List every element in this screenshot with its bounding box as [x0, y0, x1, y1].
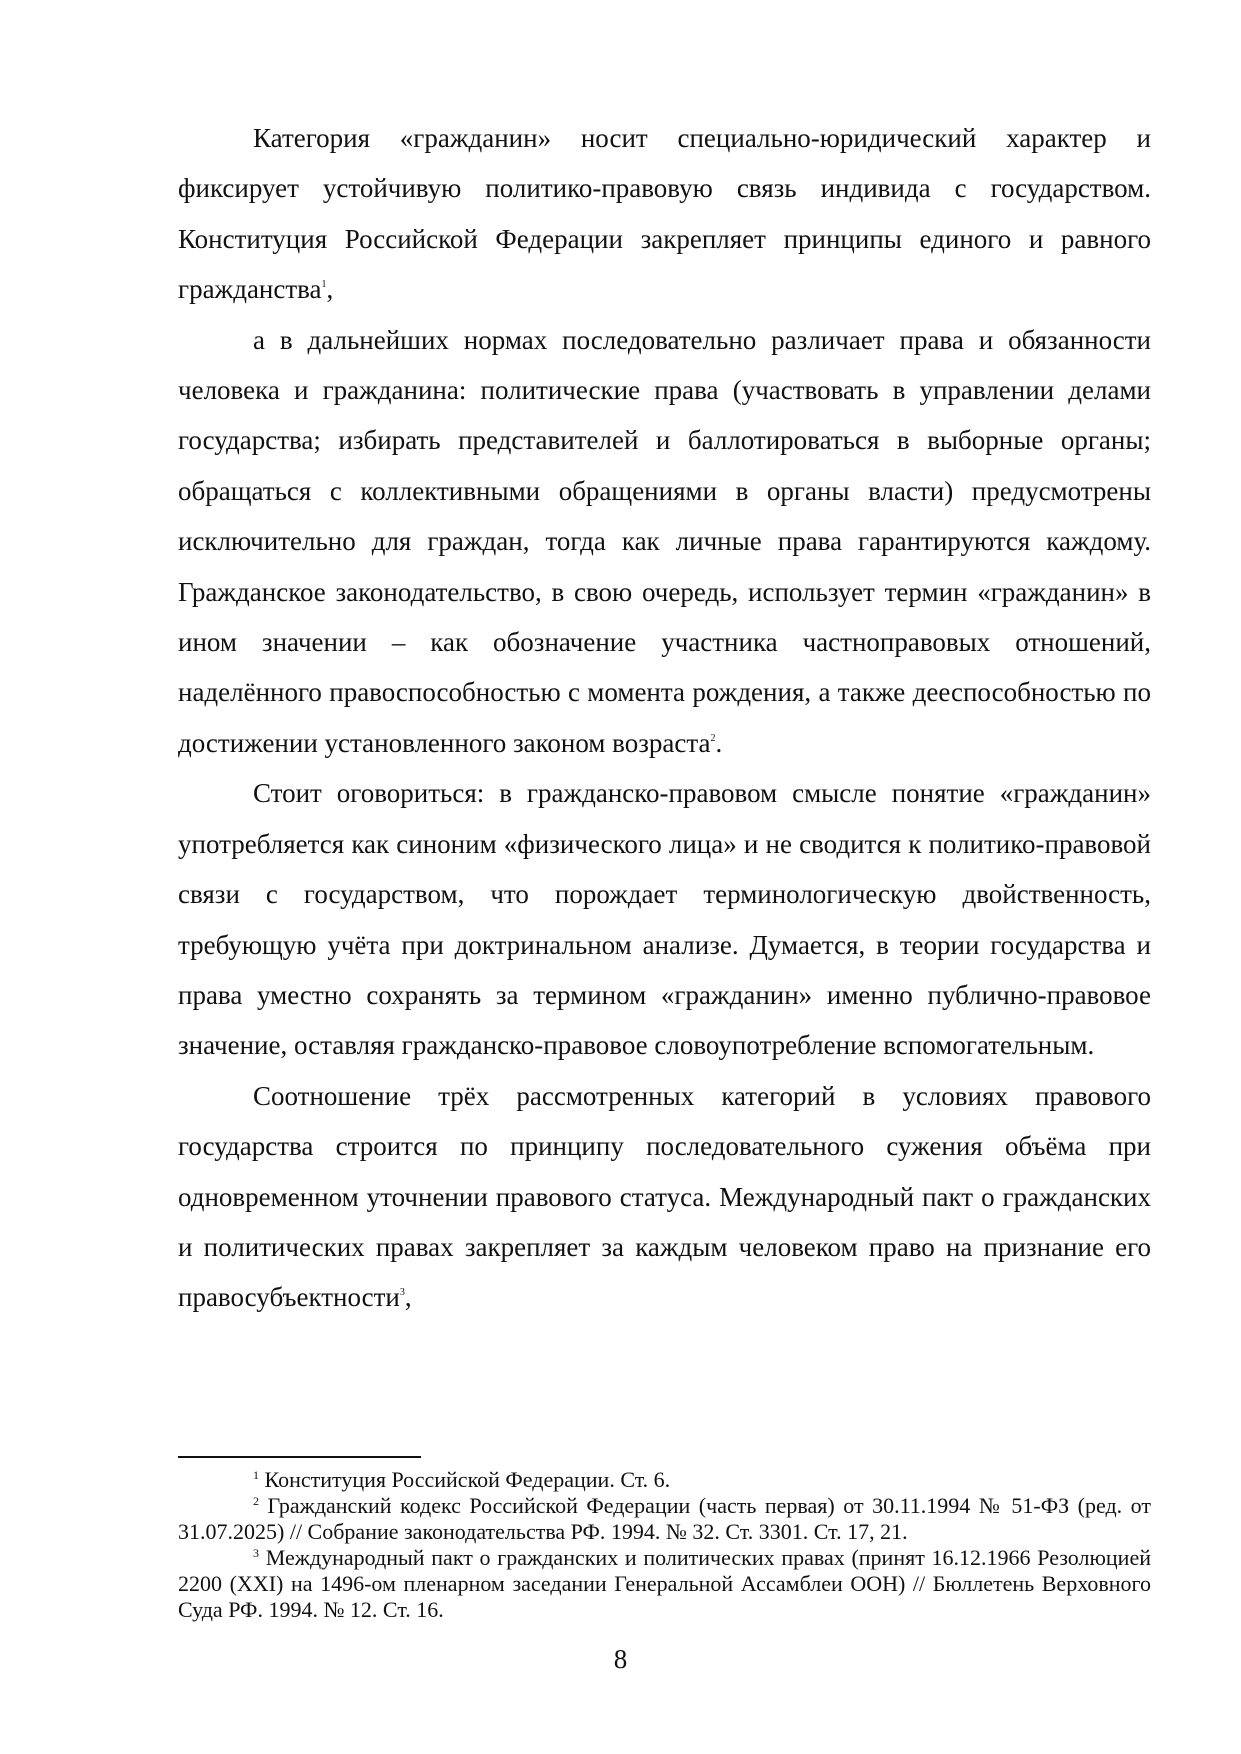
paragraph-4-tail: ,	[404, 1282, 412, 1313]
footnotes	[178, 1467, 1151, 1623]
paragraph-2-tail: .	[715, 727, 723, 758]
footnote-number-3: 3	[253, 1546, 259, 1560]
footnote-2	[178, 1493, 1151, 1545]
paragraph-3-text: Стоит оговориться: в гражданско-правовом смысле понятие «гражданин» употребляется как синоним «физического лица» и не сводится к политико-правовой связи с государством, что порождает терминологическую двойственность, требующую учёта при доктринальном анализе. Думается, в теории государства и права уместно сохранять за термином «гражданин» именно публично-правовое значение, оставляя гражданско-правовое словоупотребление вспомогательным.	[178, 778, 1151, 1061]
page-number: 8	[613, 1644, 628, 1674]
footnote-text-2: Гражданский кодекс Российской Федерации (часть первая) от 30.11.1994 № 51-ФЗ (ред. от 31.07.2025) // Собрание законодательства РФ. 1994. № 32. Ст. 3301. Ст. 17, 21.	[178, 1493, 1151, 1544]
paragraph-2	[178, 315, 1151, 769]
footnote-ref-1[interactable]: 1	[321, 279, 327, 291]
footnote-separator	[178, 1456, 421, 1458]
footnote-ref-3[interactable]: 3	[399, 1287, 405, 1299]
paragraph-1	[178, 113, 1151, 315]
paragraph-3	[178, 768, 1151, 1070]
footnote-text-3: Международный пакт о гражданских и политических правах (принят 16.12.1966 Резолюцией 2200 (XXI) на 1496-ом пленарном заседании Генеральной Ассамблеи ООН) // Бюллетень Верховного Суда РФ. 1994. № 12. Ст. 16.	[178, 1545, 1151, 1622]
body-text	[178, 113, 1151, 1323]
paragraph-1-text: Категория «гражданин» носит специально-юридический характер и фиксирует устойчивую политико-правовую связь индивида с государством. Конституция Российской Федерации закрепляет принципы единого и равного гражданства	[178, 123, 1151, 305]
paragraph-4	[178, 1071, 1151, 1323]
paragraph-1-tail: ,	[326, 274, 334, 305]
paragraph-4-text: Соотношение трёх рассмотренных категорий в условиях правового государства строится по принципу последовательного сужения объёма при одновременном уточнении правового статуса. Международный пакт о гражданских и политических правах закрепляет за каждым человеком право на признание его правосубъектности	[178, 1080, 1151, 1313]
footnote-3	[178, 1545, 1151, 1623]
footnote-1	[178, 1467, 1151, 1493]
footnote-number-1: 1	[253, 1468, 259, 1482]
footnote-text-1: Конституция Российской Федерации. Ст. 6.	[259, 1467, 671, 1492]
paragraph-2-text: а в дальнейших нормах последовательно различает права и обязанности человека и гражданина: политические права (участвовать в управлении делами государства; избирать представителей и баллотироваться в выборные органы; обращаться с коллективными обращениями в органы власти) предусмотрены исключительно для граждан, тогда как личные права гарантируются каждому. Гражданское законодательство, в свою очередь, использует термин «гражданин» в ином значении – как обозначение участника частноправовых отношений, наделённого правоспособностью с момента рождения, а также дееспособностью по достижении установленного законом возраста	[178, 324, 1151, 758]
footnote-ref-2[interactable]: 2	[710, 732, 716, 744]
footnote-number-2: 2	[253, 1494, 259, 1508]
